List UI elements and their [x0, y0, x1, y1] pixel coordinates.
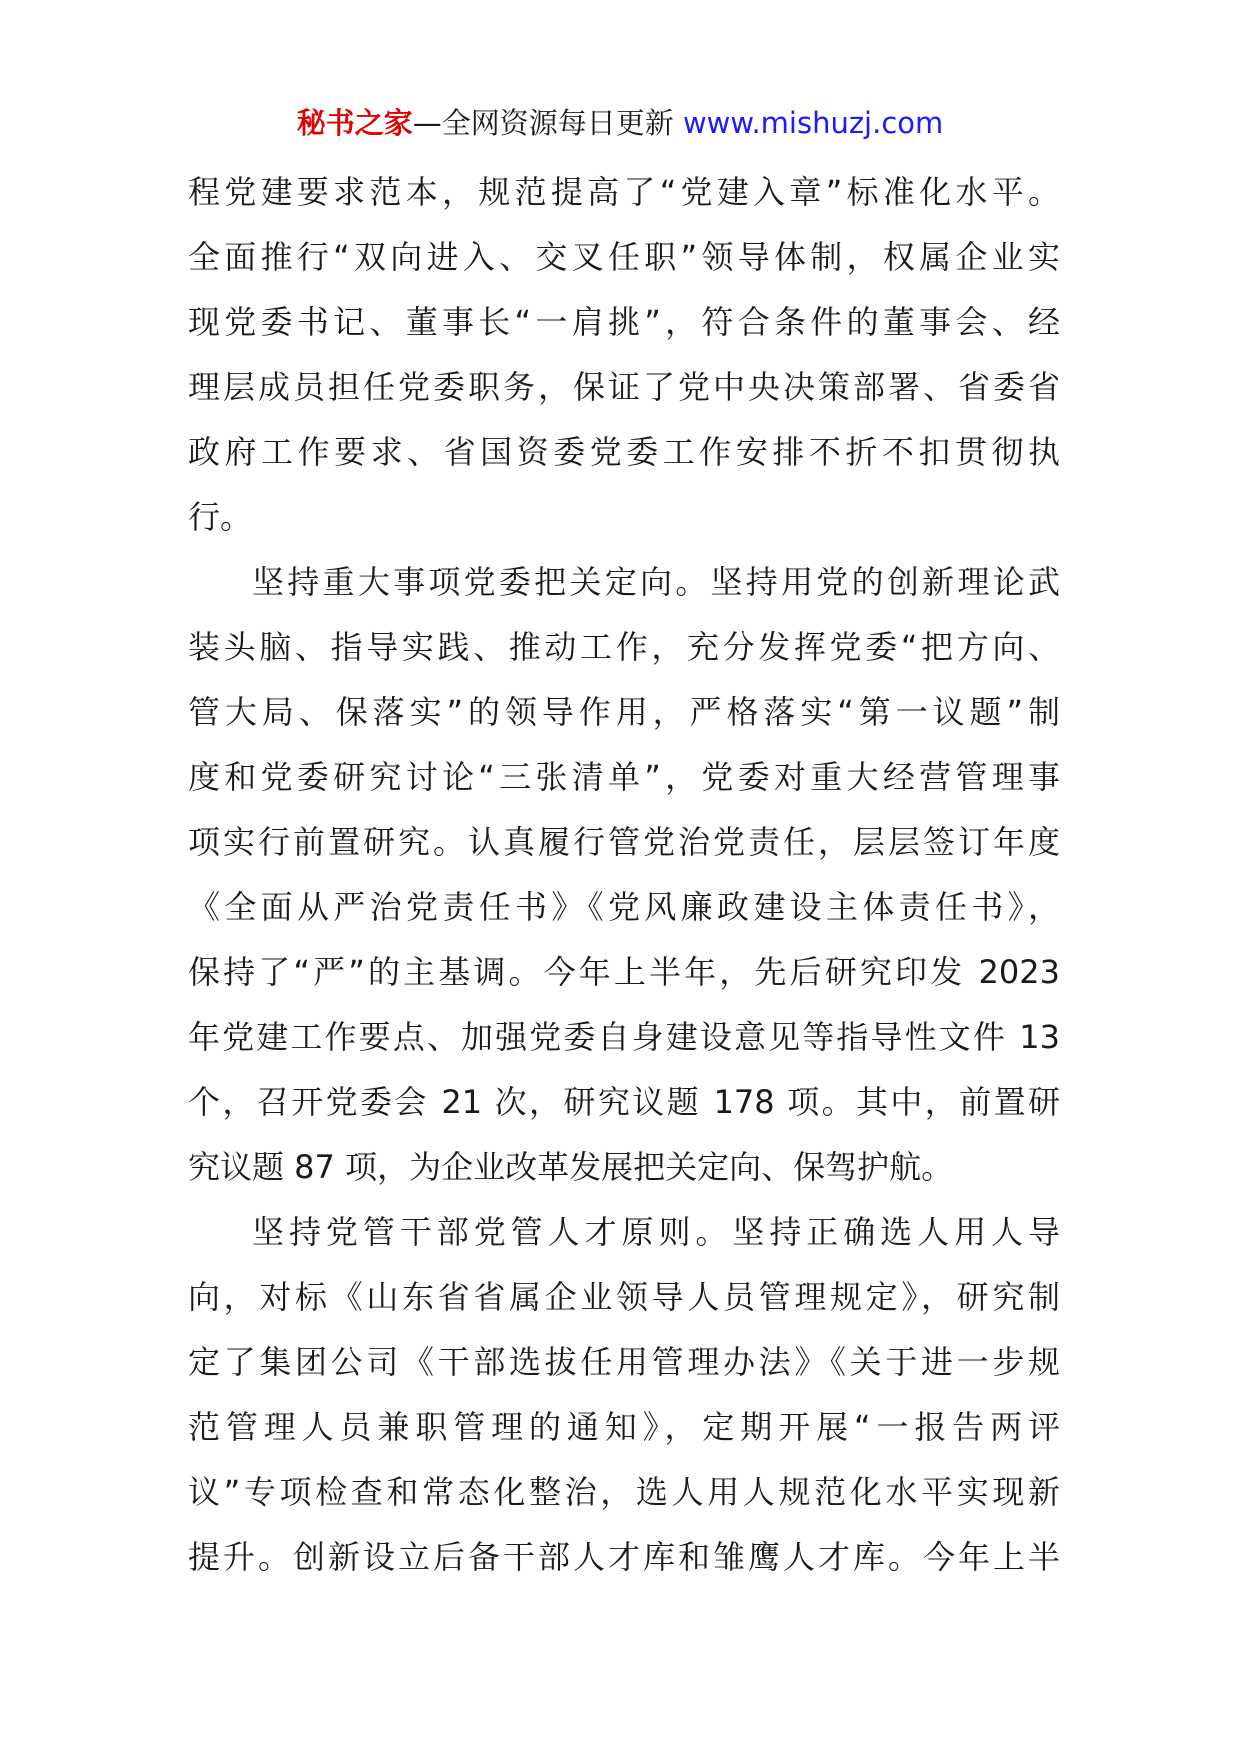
text-line: 现党委书记、董事长“一肩挑”，符合条件的董事会、经: [188, 303, 1060, 341]
text-line: 究议题 87 项，为企业改革发展把关定向、保驾护航。: [188, 1148, 954, 1186]
text-line: 程党建要求范本，规范提高了“党建入章”标准化水平。: [188, 173, 1060, 211]
text-line: 度和党委研究讨论“三张清单”，党委对重大经营管理事: [188, 758, 1060, 796]
text-line: 管大局、保落实”的领导作用，严格落实“第一议题”制: [188, 693, 1060, 731]
text-line: 个，召开党委会 21 次，研究议题 178 项。其中，前置研: [188, 1083, 1060, 1121]
document-body: [188, 160, 1060, 1590]
text-line: 政府工作要求、省国资委党委工作安排不折不扣贯彻执: [188, 433, 1060, 471]
header-url-link[interactable]: www.mishuzj.com: [682, 106, 944, 140]
text-line: 装头脑、指导实践、推动工作，充分发挥党委“把方向、: [188, 628, 1060, 666]
text-line: 定了集团公司《干部选拔任用管理办法》《关于进一步规: [188, 1343, 1060, 1381]
text-line: 提升。创新设立后备干部人才库和雏鹰人才库。今年上半: [188, 1538, 1060, 1576]
paragraph-first-line: 坚持党管干部党管人才原则。坚持正确选人用人导: [252, 1213, 1060, 1251]
text-line: 全面推行“双向进入、交叉任职”领导体制，权属企业实: [188, 238, 1060, 276]
brand-name: 秘书之家: [296, 106, 413, 140]
text-line: 《全面从严治党责任书》《党风廉政建设主体责任书》，: [188, 888, 1060, 926]
page-header: [0, 103, 1240, 143]
text-line: 项实行前置研究。认真履行管党治党责任，层层签订年度: [188, 823, 1060, 861]
text-line: 理层成员担任党委职务，保证了党中央决策部署、省委省: [188, 368, 1060, 406]
text-line: 年党建工作要点、加强党委自身建设意见等指导性文件 13: [188, 1018, 1060, 1056]
paragraph-first-line: 坚持重大事项党委把关定向。坚持用党的创新理论武: [252, 563, 1060, 601]
text-line: 向，对标《山东省省属企业领导人员管理规定》，研究制: [188, 1278, 1060, 1316]
text-line: 保持了“严”的主基调。今年上半年，先后研究印发 2023: [188, 953, 1060, 991]
text-line: 议”专项检查和常态化整治，选人用人规范化水平实现新: [188, 1473, 1060, 1511]
text-line: 范管理人员兼职管理的通知》，定期开展“一报告两评: [188, 1408, 1060, 1446]
text-line: 行。: [188, 498, 253, 536]
header-slogan: —全网资源每日更新: [412, 106, 674, 140]
